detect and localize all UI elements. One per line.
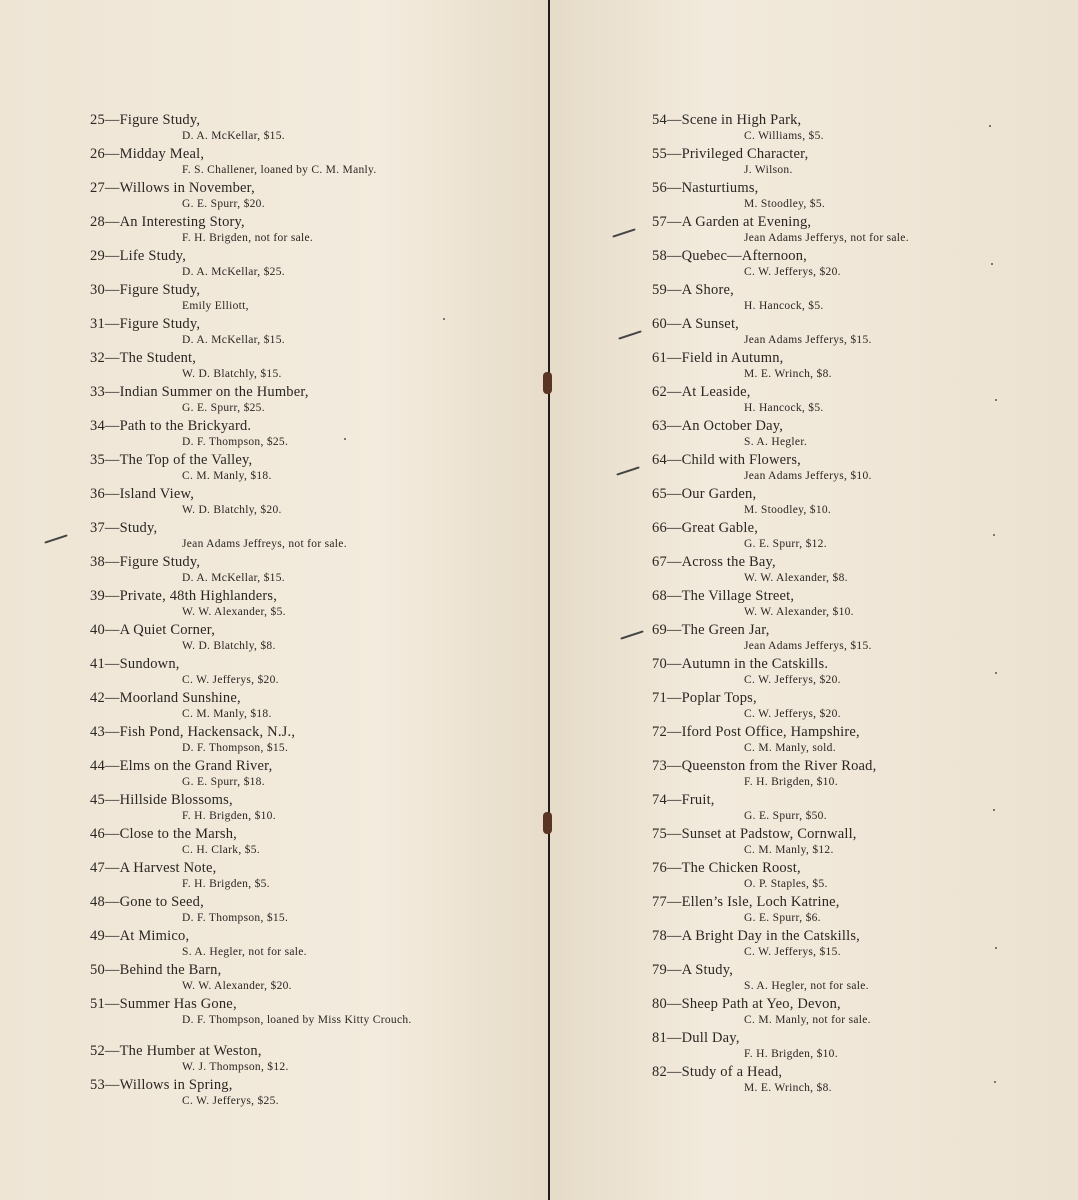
entry-title: 65—Our Garden, [652, 486, 757, 502]
entry-artist: W. J. Thompson, $12. [182, 1061, 289, 1073]
entry-title: 27—Willows in November, [90, 180, 255, 196]
left-entry-list [90, 112, 530, 1111]
list-item [90, 860, 530, 894]
entry-artist: G. E. Spurr, $20. [182, 198, 265, 210]
list-item [90, 282, 530, 316]
entry-artist: W. D. Blatchly, $15. [182, 368, 282, 380]
speck-icon [989, 125, 991, 127]
entry-title: 37—Study, [90, 520, 158, 536]
pencil-mark-icon [620, 630, 643, 639]
entry-title: 41—Sundown, [90, 656, 180, 672]
entry-artist: C. Williams, $5. [744, 130, 824, 142]
entry-title: 71—Poplar Tops, [652, 690, 757, 706]
list-item [90, 826, 530, 860]
pencil-mark-icon [616, 466, 639, 475]
entry-title: 43—Fish Pond, Hackensack, N.J., [90, 724, 296, 740]
entry-title: 39—Private, 48th Highlanders, [90, 588, 278, 604]
entry-title: 69—The Green Jar, [652, 622, 770, 638]
entry-artist: C. W. Jefferys, $20. [744, 708, 841, 720]
list-item [90, 656, 530, 690]
speck-icon [991, 263, 993, 265]
pencil-mark-icon [618, 330, 641, 339]
entry-title: 61—Field in Autumn, [652, 350, 784, 366]
list-item [652, 520, 1052, 554]
entry-title: 45—Hillside Blossoms, [90, 792, 233, 808]
list-item [90, 248, 530, 282]
entry-artist: Jean Adams Jeffreys, not for sale. [182, 538, 347, 550]
entry-artist: W. W. Alexander, $10. [744, 606, 854, 618]
list-item [90, 1077, 530, 1111]
entry-artist: Jean Adams Jefferys, $15. [744, 334, 872, 346]
entry-title: 57—A Garden at Evening, [652, 214, 812, 230]
entry-artist: F. H. Brigden, $10. [182, 810, 276, 822]
list-item [90, 316, 530, 350]
right-entry-list [652, 112, 1052, 1098]
entry-artist: G. E. Spurr, $6. [744, 912, 821, 924]
entry-artist: C. W. Jefferys, $20. [744, 674, 841, 686]
list-item [652, 588, 1052, 622]
list-item [652, 860, 1052, 894]
list-item [90, 622, 530, 656]
entry-title: 25—Figure Study, [90, 112, 201, 128]
entry-artist: O. P. Staples, $5. [744, 878, 828, 890]
list-item [90, 690, 530, 724]
entry-title: 53—Willows in Spring, [90, 1077, 233, 1093]
entry-artist: F. H. Brigden, $5. [182, 878, 270, 890]
entry-artist: M. Stoodley, $5. [744, 198, 826, 210]
entry-title: 68—The Village Street, [652, 588, 795, 604]
entry-title: 80—Sheep Path at Yeo, Devon, [652, 996, 841, 1012]
entry-artist: F. H. Brigden, not for sale. [182, 232, 314, 244]
list-item [652, 554, 1052, 588]
entry-artist: Emily Elliott, [182, 300, 249, 312]
entry-title: 81—Dull Day, [652, 1030, 740, 1046]
entry-title: 42—Moorland Sunshine, [90, 690, 241, 706]
speck-icon [993, 534, 995, 536]
list-item [652, 656, 1052, 690]
list-item [652, 384, 1052, 418]
list-item [90, 180, 530, 214]
list-item [90, 350, 530, 384]
entry-artist: C. H. Clark, $5. [182, 844, 260, 856]
entry-artist: Jean Adams Jefferys, $15. [744, 640, 872, 652]
entry-title: 67—Across the Bay, [652, 554, 776, 570]
entry-title: 36—Island View, [90, 486, 195, 502]
entry-title: 58—Quebec—Afternoon, [652, 248, 807, 264]
entry-title: 59—A Shore, [652, 282, 734, 298]
list-item [652, 248, 1052, 282]
entry-title: 44—Elms on the Grand River, [90, 758, 273, 774]
entry-artist: F. H. Brigden, $10. [744, 1048, 838, 1060]
entry-title: 50—Behind the Barn, [90, 962, 222, 978]
entry-title: 28—An Interesting Story, [90, 214, 245, 230]
entry-title: 34—Path to the Brickyard. [90, 418, 252, 434]
entry-artist: D. F. Thompson, loaned by Miss Kitty Crouch. [182, 1014, 412, 1026]
list-item [652, 350, 1052, 384]
entry-title: 60—A Sunset, [652, 316, 739, 332]
list-item [652, 758, 1052, 792]
entry-artist: C. W. Jefferys, $20. [182, 674, 279, 686]
entry-artist: S. A. Hegler, not for sale. [744, 980, 869, 992]
entry-artist: D. A. McKellar, $15. [182, 130, 285, 142]
list-item [652, 1064, 1052, 1098]
entry-title: 72—Iford Post Office, Hampshire, [652, 724, 860, 740]
entry-title: 74—Fruit, [652, 792, 715, 808]
entry-artist: D. A. McKellar, $15. [182, 572, 285, 584]
pencil-mark-icon [612, 228, 635, 237]
entry-title: 56—Nasturtiums, [652, 180, 759, 196]
entry-artist: M. E. Wrinch, $8. [744, 1082, 832, 1094]
list-item [90, 928, 530, 962]
list-item [90, 486, 530, 520]
entry-artist: C. M. Manly, $18. [182, 708, 272, 720]
list-item [652, 962, 1052, 996]
entry-artist: S. A. Hegler. [744, 436, 807, 448]
list-item [652, 316, 1052, 350]
entry-artist: W. W. Alexander, $20. [182, 980, 292, 992]
entry-artist: C. M. Manly, $12. [744, 844, 834, 856]
list-item [652, 792, 1052, 826]
entry-artist: Jean Adams Jefferys, not for sale. [744, 232, 909, 244]
list-item [652, 214, 1052, 248]
list-item [90, 962, 530, 996]
list-item [90, 112, 530, 146]
list-item [90, 996, 530, 1043]
list-item [90, 214, 530, 248]
entry-artist: G. E. Spurr, $12. [744, 538, 827, 550]
entry-artist: W. W. Alexander, $5. [182, 606, 286, 618]
list-item [90, 452, 530, 486]
entry-title: 33—Indian Summer on the Humber, [90, 384, 309, 400]
entry-title: 51—Summer Has Gone, [90, 996, 237, 1012]
entry-artist: C. M. Manly, sold. [744, 742, 836, 754]
speck-icon [993, 809, 995, 811]
entry-artist: G. E. Spurr, $50. [744, 810, 827, 822]
list-item [652, 282, 1052, 316]
entry-title: 30—Figure Study, [90, 282, 201, 298]
entry-title: 64—Child with Flowers, [652, 452, 802, 468]
speck-icon [443, 318, 445, 320]
list-item [652, 146, 1052, 180]
right-page [548, 0, 1078, 1200]
entry-artist: G. E. Spurr, $18. [182, 776, 265, 788]
list-item [652, 996, 1052, 1030]
staple-icon [543, 372, 552, 394]
book-gutter [548, 0, 550, 1200]
entry-title: 63—An October Day, [652, 418, 784, 434]
entry-title: 48—Gone to Seed, [90, 894, 204, 910]
entry-artist: W. W. Alexander, $8. [744, 572, 848, 584]
list-item [652, 894, 1052, 928]
speck-icon [994, 1081, 996, 1083]
entry-title: 47—A Harvest Note, [90, 860, 217, 876]
list-item [90, 894, 530, 928]
entry-artist: C. W. Jefferys, $15. [744, 946, 841, 958]
list-item [90, 554, 530, 588]
entry-title: 75—Sunset at Padstow, Cornwall, [652, 826, 857, 842]
entry-artist: M. E. Wrinch, $8. [744, 368, 832, 380]
entry-title: 70—Autumn in the Catskills. [652, 656, 829, 672]
entry-title: 52—The Humber at Weston, [90, 1043, 262, 1059]
entry-title: 62—At Leaside, [652, 384, 751, 400]
entry-title: 46—Close to the Marsh, [90, 826, 237, 842]
list-item [90, 384, 530, 418]
list-item [90, 418, 530, 452]
list-item [652, 690, 1052, 724]
entry-artist: C. W. Jefferys, $25. [182, 1095, 279, 1107]
entry-artist: M. Stoodley, $10. [744, 504, 832, 516]
speck-icon [995, 399, 997, 401]
list-item [90, 146, 530, 180]
entry-artist: H. Hancock, $5. [744, 402, 824, 414]
entry-title: 26—Midday Meal, [90, 146, 205, 162]
entry-artist: J. Wilson. [744, 164, 793, 176]
entry-title: 79—A Study, [652, 962, 734, 978]
list-item [652, 724, 1052, 758]
entry-title: 38—Figure Study, [90, 554, 201, 570]
entry-artist: D. F. Thompson, $25. [182, 436, 289, 448]
list-item [652, 622, 1052, 656]
entry-artist: W. D. Blatchly, $8. [182, 640, 276, 652]
staple-icon [543, 812, 552, 834]
list-item [90, 724, 530, 758]
entry-title: 54—Scene in High Park, [652, 112, 802, 128]
list-item [652, 180, 1052, 214]
list-item [652, 112, 1052, 146]
entry-title: 31—Figure Study, [90, 316, 201, 332]
entry-title: 78—A Bright Day in the Catskills, [652, 928, 860, 944]
list-item [90, 758, 530, 792]
speck-icon [995, 947, 997, 949]
entry-artist: C. M. Manly, $18. [182, 470, 272, 482]
entry-title: 66—Great Gable, [652, 520, 759, 536]
entry-title: 40—A Quiet Corner, [90, 622, 216, 638]
list-item [652, 486, 1052, 520]
entry-title: 76—The Chicken Roost, [652, 860, 801, 876]
entry-artist: H. Hancock, $5. [744, 300, 824, 312]
list-item [90, 520, 530, 554]
list-item [652, 1030, 1052, 1064]
entry-title: 49—At Mimico, [90, 928, 190, 944]
entry-artist: C. W. Jefferys, $20. [744, 266, 841, 278]
entry-artist: Jean Adams Jefferys, $10. [744, 470, 872, 482]
entry-artist: S. A. Hegler, not for sale. [182, 946, 307, 958]
list-item [90, 792, 530, 826]
entry-title: 32—The Student, [90, 350, 197, 366]
entry-title: 55—Privileged Character, [652, 146, 809, 162]
entry-artist: C. M. Manly, not for sale. [744, 1014, 871, 1026]
entry-title: 35—The Top of the Valley, [90, 452, 253, 468]
pencil-mark-icon [44, 534, 67, 543]
list-item [652, 452, 1052, 486]
entry-artist: G. E. Spurr, $25. [182, 402, 265, 414]
entry-artist: W. D. Blatchly, $20. [182, 504, 282, 516]
entry-artist: D. A. McKellar, $15. [182, 334, 285, 346]
speck-icon [995, 672, 997, 674]
list-item [652, 928, 1052, 962]
entry-artist: D. A. McKellar, $25. [182, 266, 285, 278]
list-item [652, 826, 1052, 860]
entry-artist: D. F. Thompson, $15. [182, 742, 289, 754]
entry-title: 29—Life Study, [90, 248, 187, 264]
list-item [90, 588, 530, 622]
speck-icon [344, 438, 346, 440]
list-item [652, 418, 1052, 452]
entry-title: 73—Queenston from the River Road, [652, 758, 877, 774]
entry-title: 82—Study of a Head, [652, 1064, 783, 1080]
list-item [90, 1043, 530, 1077]
entry-artist: D. F. Thompson, $15. [182, 912, 289, 924]
entry-artist: F. S. Challener, loaned by C. M. Manly. [182, 164, 377, 176]
entry-artist: F. H. Brigden, $10. [744, 776, 838, 788]
entry-title: 77—Ellen’s Isle, Loch Katrine, [652, 894, 840, 910]
